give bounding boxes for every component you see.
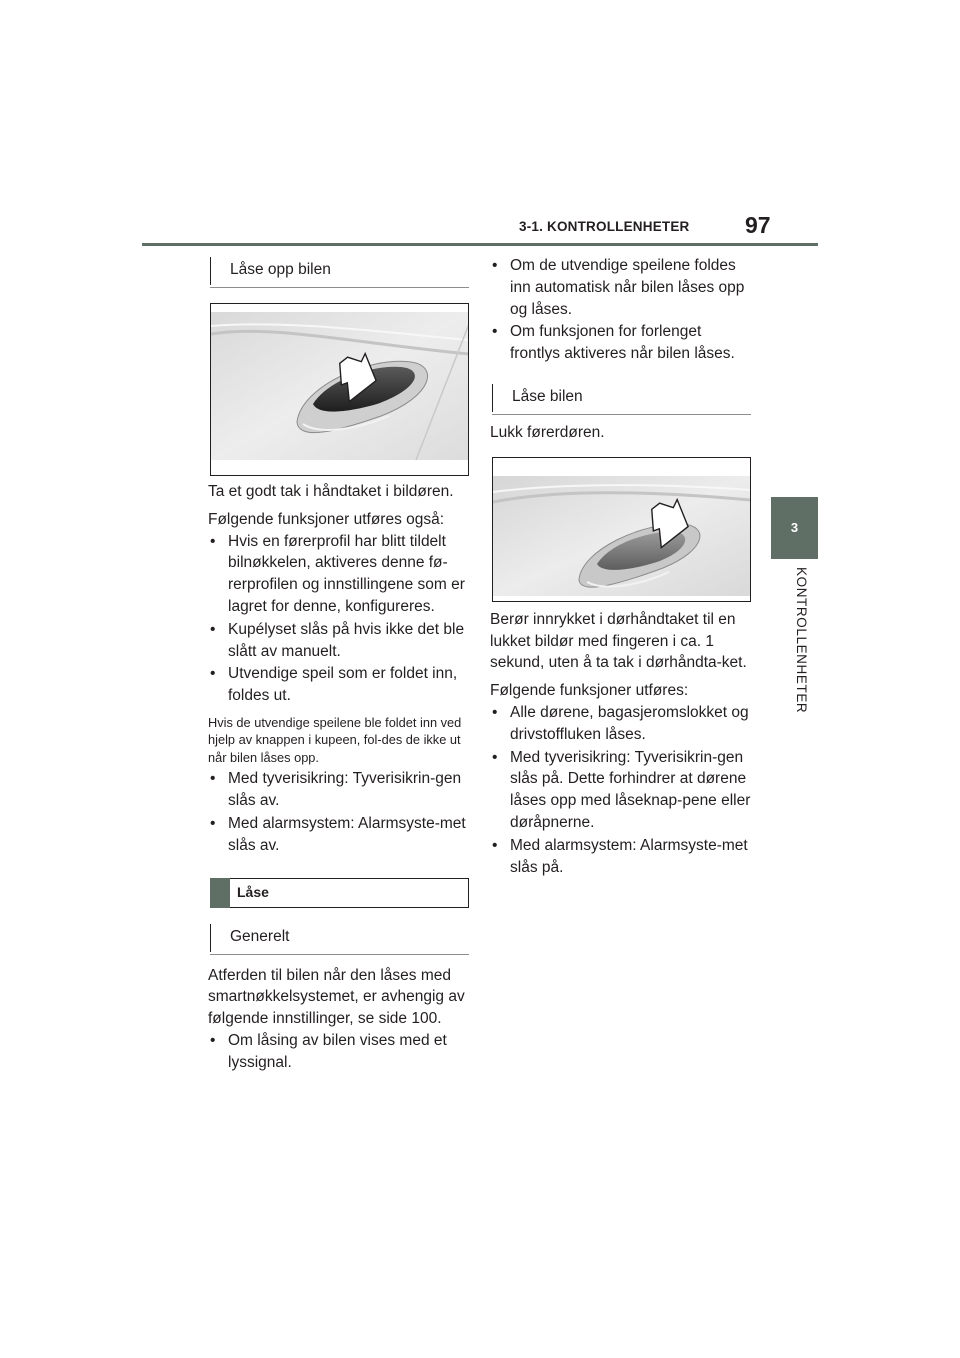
section-heading-lock: Låse (210, 878, 469, 908)
list-item: • Utvendige speil som er foldet inn, foldes ut. (208, 663, 470, 707)
header-rule (142, 243, 818, 246)
bullet-list-unlock-functions (208, 531, 470, 707)
chapter-title: 3-1. KONTROLLENHETER (519, 219, 690, 234)
paragraph-functions: Følgende funksjoner utføres: (490, 682, 689, 700)
bullet-list-lock-functions (490, 702, 752, 878)
chapter-tab-number[interactable]: 3 (771, 497, 818, 559)
paragraph-functions-also: Følgende funksjoner utføres også: (208, 510, 445, 528)
page-number: 97 (745, 212, 771, 238)
bullet-list-unlock-security (208, 768, 470, 856)
section-heading-lock-car: Låse bilen (492, 382, 751, 415)
left-column (208, 255, 470, 1075)
figure-lock-door-handle (492, 457, 751, 602)
bullet-list-lock-settings (208, 1030, 470, 1074)
list-item: • Med tyverisikring: Tyverisikrin-gen slås av. (208, 768, 470, 812)
list-item: • Med alarmsystem: Alarmsyste-met slås av. (208, 813, 470, 857)
list-item: • Alle dørene, bagasjeromslokket og drivstoffluken låses. (490, 702, 752, 746)
list-item: • Med tyverisikring: Tyverisikrin-gen slås på. Dette forhindrer at dørene låses opp med låseknap-pene eller døråpnerne. (490, 747, 752, 834)
right-column (490, 255, 752, 879)
list-item: • Om låsing av bilen vises med et lyssignal. (208, 1030, 470, 1074)
list-item: • Om funksjonen for forlenget frontlys aktiveres når bilen låses. (490, 321, 752, 365)
bullet-list-lock-settings-continued (490, 255, 752, 365)
chapter-tab-label: KONTROLLENHETER (794, 567, 809, 714)
list-item: • Med alarmsystem: Alarmsyste-met slås på. (490, 835, 752, 879)
list-item: • Om de utvendige speilene foldes inn automatisk når bilen låses opp og låses. (490, 255, 752, 320)
paragraph-grip-handle: Ta et godt tak i håndtaket i bildøren. (208, 483, 454, 500)
figure-unlock-door-handle (210, 303, 469, 476)
list-item: • Hvis en førerprofil har blitt tildelt bilnøkkelen, aktiveres denne fø-rerprofilen og innstillingene som er lagret for denne, konfigureres. (208, 531, 470, 618)
paragraph-close-door: Lukk førerdøren. (490, 423, 605, 441)
note-mirrors: Hvis de utvendige speilene ble foldet inn ved hjelp av knappen i kupeen, fol-des de ikke ut når bilen låses opp. (208, 714, 462, 765)
paragraph-touch-handle: Berør innrykket i dørhåndtaket til en lukket bildør med fingeren i ca. 1 sekund, uten å ta tak i dørhåndta-ket. (490, 610, 747, 672)
list-item: • Kupélyset slås på hvis ikke det ble slått av manuelt. (208, 619, 470, 663)
section-heading-unlock: Låse opp bilen (210, 255, 469, 288)
paragraph-lock-behaviour: Atferden til bilen når den låses med smartnøkkelsystemet, er avhengig av følgende innstillinger, se side 100. (208, 966, 465, 1028)
section-heading-general: Generelt (210, 922, 469, 955)
